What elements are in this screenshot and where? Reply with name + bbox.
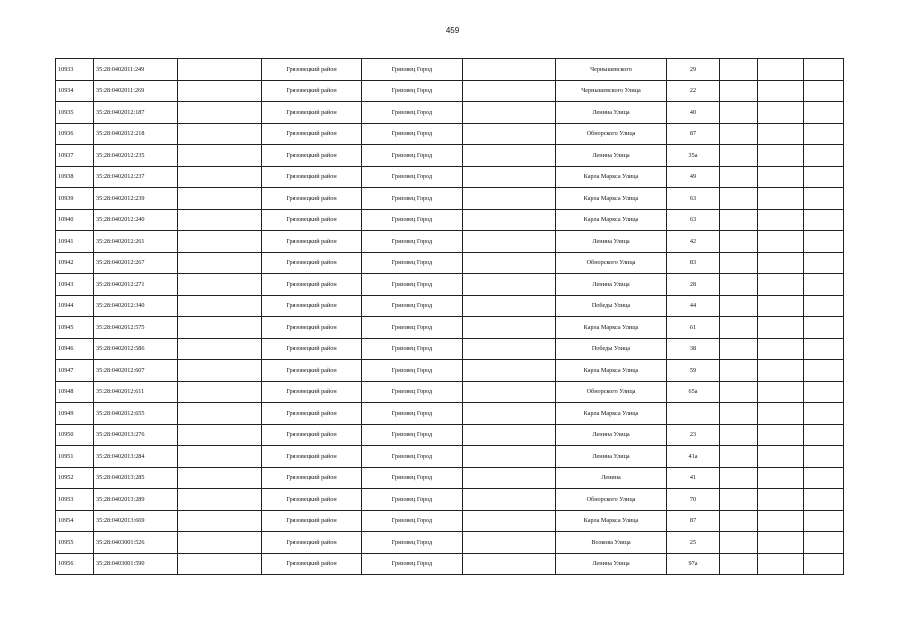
house-cell: 35а — [667, 145, 720, 167]
row-number: 10942 — [56, 252, 94, 274]
row-number: 10954 — [56, 510, 94, 532]
cadastral-number: 35:28:0402013:289 — [94, 489, 178, 511]
cadastral-number: 35:28:0402013:669 — [94, 510, 178, 532]
empty-cell — [720, 489, 758, 511]
cadastral-number: 35:28:0402012:240 — [94, 209, 178, 231]
city-cell: Грязовец Город — [362, 166, 463, 188]
row-number: 10938 — [56, 166, 94, 188]
street-cell: Ленина Улица — [556, 102, 667, 124]
house-cell: 87 — [667, 123, 720, 145]
table-row — [56, 231, 844, 253]
table-row — [56, 381, 844, 403]
empty-cell — [463, 381, 556, 403]
city-cell: Грязовец Город — [362, 532, 463, 554]
district-cell: Грязовецкий район — [262, 295, 362, 317]
empty-cell — [720, 317, 758, 339]
house-cell: 25 — [667, 532, 720, 554]
empty-cell — [463, 252, 556, 274]
empty-cell — [804, 209, 844, 231]
empty-cell — [463, 59, 556, 81]
district-cell: Грязовецкий район — [262, 403, 362, 425]
table-row — [56, 424, 844, 446]
street-cell: Карла Маркса Улица — [556, 209, 667, 231]
city-cell: Грязовец Город — [362, 123, 463, 145]
district-cell: Грязовецкий район — [262, 145, 362, 167]
empty-cell — [463, 123, 556, 145]
city-cell: Грязовец Город — [362, 553, 463, 575]
empty-cell — [804, 188, 844, 210]
empty-cell — [758, 166, 804, 188]
street-cell: Карла Маркса Улица — [556, 317, 667, 339]
empty-cell — [720, 553, 758, 575]
street-cell: Карла Маркса Улица — [556, 403, 667, 425]
street-cell: Волкова Улица — [556, 532, 667, 554]
empty-cell — [758, 102, 804, 124]
row-number: 10940 — [56, 209, 94, 231]
empty-cell — [758, 80, 804, 102]
table-row — [56, 252, 844, 274]
cadastral-number: 35:28:0402013:284 — [94, 446, 178, 468]
empty-cell — [178, 59, 262, 81]
house-cell: 38 — [667, 338, 720, 360]
cadastral-number: 35:28:0402012:187 — [94, 102, 178, 124]
empty-cell — [804, 59, 844, 81]
empty-cell — [178, 145, 262, 167]
empty-cell — [178, 102, 262, 124]
empty-cell — [804, 80, 844, 102]
district-cell: Грязовецкий район — [262, 166, 362, 188]
row-number: 10946 — [56, 338, 94, 360]
empty-cell — [720, 274, 758, 296]
empty-cell — [804, 295, 844, 317]
empty-cell — [720, 80, 758, 102]
table-row — [56, 188, 844, 210]
street-cell: Ленина Улица — [556, 553, 667, 575]
house-cell: 29 — [667, 59, 720, 81]
city-cell: Грязовец Город — [362, 360, 463, 382]
empty-cell — [804, 231, 844, 253]
street-cell: Обнорского Улица — [556, 252, 667, 274]
empty-cell — [463, 424, 556, 446]
empty-cell — [758, 231, 804, 253]
city-cell: Грязовец Город — [362, 252, 463, 274]
empty-cell — [178, 532, 262, 554]
house-cell: 28 — [667, 274, 720, 296]
district-cell: Грязовецкий район — [262, 360, 362, 382]
street-cell: Ленина Улица — [556, 231, 667, 253]
empty-cell — [758, 274, 804, 296]
table-row — [56, 209, 844, 231]
empty-cell — [804, 381, 844, 403]
house-cell: 49 — [667, 166, 720, 188]
row-number: 10933 — [56, 59, 94, 81]
empty-cell — [178, 360, 262, 382]
table-row — [56, 166, 844, 188]
row-number: 10947 — [56, 360, 94, 382]
empty-cell — [178, 274, 262, 296]
cadastral-number: 35:28:0402012:271 — [94, 274, 178, 296]
house-cell: 44 — [667, 295, 720, 317]
cadastral-number: 35:28:0402012:267 — [94, 252, 178, 274]
row-number: 10944 — [56, 295, 94, 317]
row-number: 10952 — [56, 467, 94, 489]
street-cell: Карла Маркса Улица — [556, 510, 667, 532]
empty-cell — [758, 446, 804, 468]
empty-cell — [720, 231, 758, 253]
empty-cell — [804, 123, 844, 145]
house-cell: 41 — [667, 467, 720, 489]
empty-cell — [178, 424, 262, 446]
cadastral-number: 35:28:0403001:526 — [94, 532, 178, 554]
street-cell: Чернышевского — [556, 59, 667, 81]
table-row — [56, 317, 844, 339]
cadastral-number: 35:28:0402012:235 — [94, 145, 178, 167]
empty-cell — [463, 166, 556, 188]
street-cell: Обнорского Улица — [556, 123, 667, 145]
empty-cell — [758, 317, 804, 339]
empty-cell — [720, 360, 758, 382]
city-cell: Грязовец Город — [362, 403, 463, 425]
empty-cell — [463, 295, 556, 317]
empty-cell — [178, 489, 262, 511]
table-row — [56, 59, 844, 81]
empty-cell — [720, 59, 758, 81]
empty-cell — [463, 467, 556, 489]
table-row — [56, 403, 844, 425]
row-number: 10955 — [56, 532, 94, 554]
district-cell: Грязовецкий район — [262, 317, 362, 339]
house-cell: 97а — [667, 553, 720, 575]
district-cell: Грязовецкий район — [262, 231, 362, 253]
city-cell: Грязовец Город — [362, 188, 463, 210]
street-cell: Чернышевского Улица — [556, 80, 667, 102]
empty-cell — [804, 446, 844, 468]
cadastral-number: 35:28:0402012:237 — [94, 166, 178, 188]
street-cell: Ленина Улица — [556, 274, 667, 296]
row-number: 10936 — [56, 123, 94, 145]
row-number: 10937 — [56, 145, 94, 167]
empty-cell — [463, 209, 556, 231]
empty-cell — [720, 295, 758, 317]
row-number: 10956 — [56, 553, 94, 575]
house-cell: 87 — [667, 510, 720, 532]
empty-cell — [178, 381, 262, 403]
city-cell: Грязовец Город — [362, 145, 463, 167]
empty-cell — [178, 446, 262, 468]
street-cell: Ленина — [556, 467, 667, 489]
cadastral-number: 35:28:0402012:239 — [94, 188, 178, 210]
street-cell: Ленина Улица — [556, 424, 667, 446]
table-row — [56, 510, 844, 532]
house-cell: 41а — [667, 446, 720, 468]
district-cell: Грязовецкий район — [262, 446, 362, 468]
empty-cell — [178, 510, 262, 532]
row-number: 10953 — [56, 489, 94, 511]
empty-cell — [178, 231, 262, 253]
empty-cell — [720, 102, 758, 124]
empty-cell — [178, 80, 262, 102]
empty-cell — [804, 510, 844, 532]
empty-cell — [758, 338, 804, 360]
district-cell: Грязовецкий район — [262, 381, 362, 403]
empty-cell — [463, 338, 556, 360]
empty-cell — [720, 510, 758, 532]
table-row — [56, 467, 844, 489]
district-cell: Грязовецкий район — [262, 510, 362, 532]
row-number: 10943 — [56, 274, 94, 296]
house-cell — [667, 403, 720, 425]
empty-cell — [720, 467, 758, 489]
city-cell: Грязовец Город — [362, 381, 463, 403]
district-cell: Грязовецкий район — [262, 338, 362, 360]
empty-cell — [463, 510, 556, 532]
page-number: 459 — [445, 26, 460, 35]
cadastral-number: 35:28:0402012:575 — [94, 317, 178, 339]
empty-cell — [804, 252, 844, 274]
house-cell: 42 — [667, 231, 720, 253]
empty-cell — [804, 553, 844, 575]
empty-cell — [720, 338, 758, 360]
city-cell: Грязовец Город — [362, 102, 463, 124]
table-body — [56, 59, 844, 575]
empty-cell — [178, 467, 262, 489]
district-cell: Грязовецкий район — [262, 532, 362, 554]
table-row — [56, 338, 844, 360]
district-cell: Грязовецкий район — [262, 553, 362, 575]
empty-cell — [720, 188, 758, 210]
empty-cell — [463, 446, 556, 468]
empty-cell — [463, 553, 556, 575]
empty-cell — [178, 403, 262, 425]
street-cell: Победы Улица — [556, 295, 667, 317]
table-row — [56, 446, 844, 468]
district-cell: Грязовецкий район — [262, 424, 362, 446]
city-cell: Грязовец Город — [362, 338, 463, 360]
empty-cell — [463, 145, 556, 167]
empty-cell — [463, 80, 556, 102]
cadastral-number: 35:28:0402012:261 — [94, 231, 178, 253]
district-cell: Грязовецкий район — [262, 467, 362, 489]
empty-cell — [720, 446, 758, 468]
empty-cell — [720, 209, 758, 231]
cadastral-number: 35:28:0402012:218 — [94, 123, 178, 145]
street-cell: Обнорского Улица — [556, 489, 667, 511]
empty-cell — [463, 317, 556, 339]
empty-cell — [720, 381, 758, 403]
district-cell: Грязовецкий район — [262, 59, 362, 81]
row-number: 10948 — [56, 381, 94, 403]
district-cell: Грязовецкий район — [262, 188, 362, 210]
empty-cell — [463, 360, 556, 382]
city-cell: Грязовец Город — [362, 446, 463, 468]
cadastral-number: 35:28:0402011:269 — [94, 80, 178, 102]
row-number: 10935 — [56, 102, 94, 124]
street-cell: Победы Улица — [556, 338, 667, 360]
empty-cell — [758, 510, 804, 532]
empty-cell — [758, 489, 804, 511]
city-cell: Грязовец Город — [362, 274, 463, 296]
empty-cell — [758, 209, 804, 231]
district-cell: Грязовецкий район — [262, 209, 362, 231]
street-cell: Ленина Улица — [556, 446, 667, 468]
empty-cell — [720, 252, 758, 274]
district-cell: Грязовецкий район — [262, 252, 362, 274]
table-row — [56, 123, 844, 145]
row-number: 10951 — [56, 446, 94, 468]
empty-cell — [463, 489, 556, 511]
empty-cell — [178, 209, 262, 231]
house-cell: 63 — [667, 209, 720, 231]
empty-cell — [178, 123, 262, 145]
empty-cell — [804, 338, 844, 360]
cadastral-number: 35:28:0402011:249 — [94, 59, 178, 81]
table-row — [56, 145, 844, 167]
empty-cell — [758, 295, 804, 317]
house-cell: 40 — [667, 102, 720, 124]
empty-cell — [804, 532, 844, 554]
street-cell: Ленина Улица — [556, 145, 667, 167]
street-cell: Карла Маркса Улица — [556, 360, 667, 382]
cadastral-number: 35:28:0403001:590 — [94, 553, 178, 575]
empty-cell — [720, 145, 758, 167]
empty-cell — [178, 166, 262, 188]
cadastral-number: 35:28:0402012:607 — [94, 360, 178, 382]
house-cell: 23 — [667, 424, 720, 446]
city-cell: Грязовец Город — [362, 489, 463, 511]
table-row — [56, 274, 844, 296]
empty-cell — [804, 424, 844, 446]
house-cell: 83 — [667, 252, 720, 274]
cadastral-number: 35:28:0402012:655 — [94, 403, 178, 425]
empty-cell — [758, 252, 804, 274]
house-cell: 63 — [667, 188, 720, 210]
empty-cell — [720, 123, 758, 145]
house-cell: 59 — [667, 360, 720, 382]
city-cell: Грязовец Город — [362, 231, 463, 253]
empty-cell — [463, 188, 556, 210]
empty-cell — [178, 295, 262, 317]
empty-cell — [720, 403, 758, 425]
empty-cell — [804, 360, 844, 382]
cadastral-number: 35:28:0402012:340 — [94, 295, 178, 317]
street-cell: Карла Маркса Улица — [556, 166, 667, 188]
empty-cell — [758, 381, 804, 403]
empty-cell — [804, 166, 844, 188]
empty-cell — [758, 424, 804, 446]
empty-cell — [758, 532, 804, 554]
register-table — [55, 58, 844, 575]
table-row — [56, 80, 844, 102]
empty-cell — [758, 59, 804, 81]
table-row — [56, 553, 844, 575]
city-cell: Грязовец Город — [362, 424, 463, 446]
row-number: 10950 — [56, 424, 94, 446]
house-cell: 65а — [667, 381, 720, 403]
empty-cell — [463, 403, 556, 425]
empty-cell — [758, 145, 804, 167]
empty-cell — [758, 553, 804, 575]
table-row — [56, 532, 844, 554]
empty-cell — [720, 166, 758, 188]
empty-cell — [804, 403, 844, 425]
empty-cell — [463, 102, 556, 124]
empty-cell — [178, 553, 262, 575]
cadastral-number: 35:28:0402012:586 — [94, 338, 178, 360]
house-cell: 22 — [667, 80, 720, 102]
table-row — [56, 102, 844, 124]
row-number: 10949 — [56, 403, 94, 425]
city-cell: Грязовец Город — [362, 467, 463, 489]
empty-cell — [178, 252, 262, 274]
table-row — [56, 295, 844, 317]
district-cell: Грязовецкий район — [262, 123, 362, 145]
district-cell: Грязовецкий район — [262, 80, 362, 102]
empty-cell — [804, 145, 844, 167]
district-cell: Грязовецкий район — [262, 274, 362, 296]
cadastral-number: 35:28:0402012:611 — [94, 381, 178, 403]
empty-cell — [178, 317, 262, 339]
cadastral-number: 35:28:0402013:276 — [94, 424, 178, 446]
city-cell: Грязовец Город — [362, 80, 463, 102]
row-number: 10939 — [56, 188, 94, 210]
city-cell: Грязовец Город — [362, 510, 463, 532]
empty-cell — [463, 231, 556, 253]
empty-cell — [178, 188, 262, 210]
empty-cell — [720, 424, 758, 446]
empty-cell — [178, 338, 262, 360]
city-cell: Грязовец Город — [362, 59, 463, 81]
empty-cell — [804, 467, 844, 489]
empty-cell — [758, 467, 804, 489]
street-cell: Обнорского Улица — [556, 381, 667, 403]
empty-cell — [804, 102, 844, 124]
empty-cell — [758, 403, 804, 425]
city-cell: Грязовец Город — [362, 295, 463, 317]
district-cell: Грязовецкий район — [262, 102, 362, 124]
empty-cell — [720, 532, 758, 554]
district-cell: Грязовецкий район — [262, 489, 362, 511]
row-number: 10941 — [56, 231, 94, 253]
empty-cell — [463, 532, 556, 554]
empty-cell — [758, 188, 804, 210]
street-cell: Карла Маркса Улица — [556, 188, 667, 210]
row-number: 10945 — [56, 317, 94, 339]
city-cell: Грязовец Город — [362, 317, 463, 339]
city-cell: Грязовец Город — [362, 209, 463, 231]
row-number: 10934 — [56, 80, 94, 102]
house-cell: 61 — [667, 317, 720, 339]
house-cell: 70 — [667, 489, 720, 511]
empty-cell — [804, 489, 844, 511]
empty-cell — [463, 274, 556, 296]
cadastral-number: 35:28:0402013:285 — [94, 467, 178, 489]
empty-cell — [804, 317, 844, 339]
table-row — [56, 360, 844, 382]
empty-cell — [804, 274, 844, 296]
table-row — [56, 489, 844, 511]
empty-cell — [758, 360, 804, 382]
empty-cell — [758, 123, 804, 145]
